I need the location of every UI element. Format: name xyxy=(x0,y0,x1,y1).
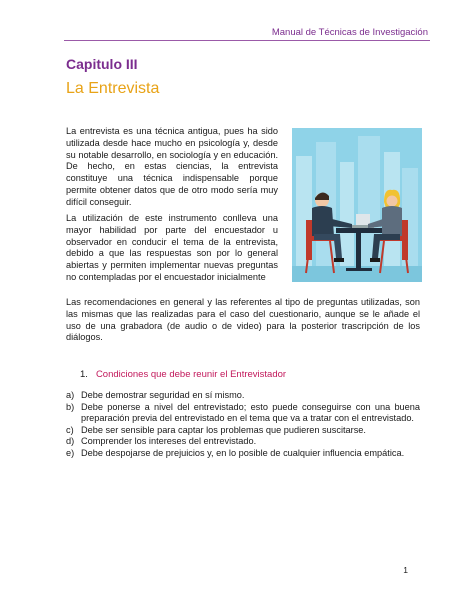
running-header: Manual de Técnicas de Investigación xyxy=(271,27,428,38)
header-divider xyxy=(64,40,430,41)
list-marker: d) xyxy=(66,436,75,447)
conditions-list xyxy=(66,390,420,460)
paragraph-instrument: La utilización de este instrumento conlleva una mayor habilidad por parte del encuestador u observador en conducir el tema de la entrevista, debido a que las respuestas son por lo general abiertas y permiten implementar nuevas preguntas no contempladas por el encuestador inicialmente xyxy=(66,213,278,282)
list-item xyxy=(66,390,420,402)
chapter-title: La Entrevista xyxy=(66,80,160,97)
list-marker: b) xyxy=(66,401,75,412)
list-text: Debe ser sensible para captar los problemas que pudieren suscitarse. xyxy=(81,424,366,435)
list-item xyxy=(66,448,420,460)
list-text: Debe ponerse a nivel del entrevistado; esto puede conseguirse con una buena preparación previa del entrevistado en el tema que va a tratar con el entrevistado. xyxy=(81,401,420,424)
paragraph-intro: La entrevista es una técnica antigua, pues ha sido utilizada desde hace mucho en psicología y, desde su notable desarrollo, en sociología y en educación. De hecho, en estas ciencias, la entrevista constituye una técnica indispensable porque permite obtener datos que de otro modo sería muy difícil conseguir. xyxy=(66,126,278,207)
section-heading xyxy=(80,369,286,380)
list-text: Debe demostrar seguridad en sí mismo. xyxy=(81,390,245,400)
list-item xyxy=(66,425,420,437)
section-title: Condiciones que debe reunir el Entrevistador xyxy=(95,369,287,380)
list-marker: c) xyxy=(66,424,74,435)
list-item xyxy=(66,436,420,448)
list-text: Debe despojarse de prejuicios y, en lo posible de cualquier influencia empática. xyxy=(81,447,405,458)
list-text: Comprender los intereses del entrevistado. xyxy=(81,436,257,447)
interview-illustration xyxy=(292,128,422,282)
paragraph-recommendations: Las recomendaciones en general y las referentes al tipo de preguntas utilizadas, son las mismas que las realizadas para el caso del cuestionario, aunque se le añade el uso de una grabadora (de audio o de video) para la posterior trascripción de los diálogos. xyxy=(66,297,420,343)
interview-scene-icon xyxy=(292,128,422,282)
list-marker: a) xyxy=(66,390,75,400)
list-item xyxy=(66,402,420,425)
page-number: 1 xyxy=(403,565,408,575)
list-marker: e) xyxy=(66,447,75,458)
section-number: 1. xyxy=(80,369,88,380)
chapter-label: Capitulo III xyxy=(66,56,138,72)
